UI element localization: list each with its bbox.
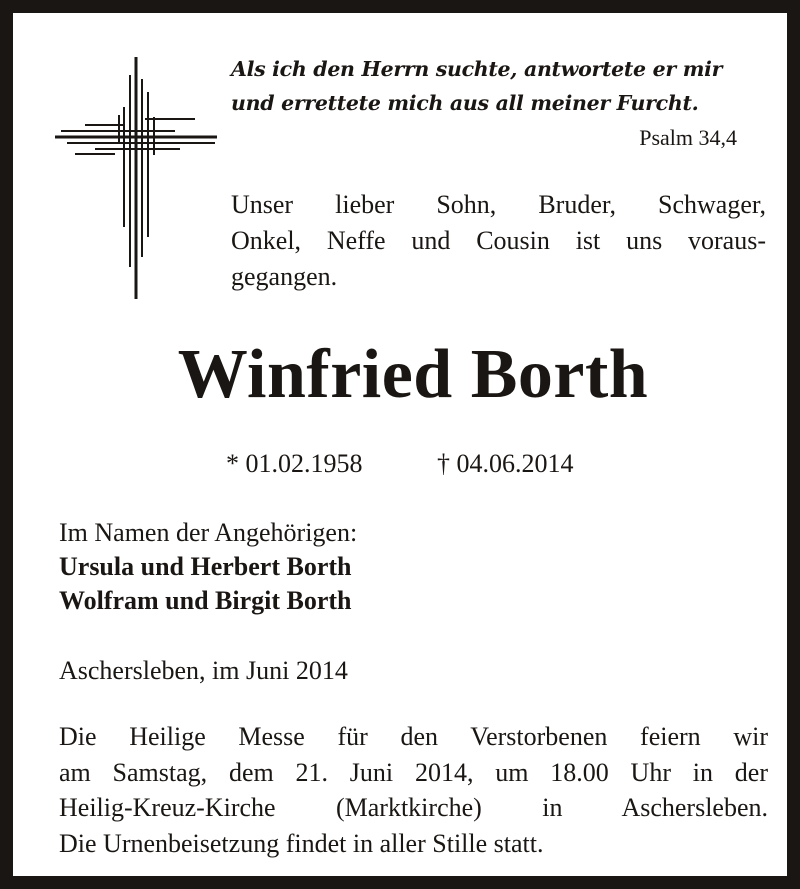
service-line-3: Heilig-Kreuz-Kirche (Marktkirche) in Aschersleben. xyxy=(59,793,768,822)
service-line-1: Die Heilige Messe für den Verstorbenen feiern wir xyxy=(59,722,768,751)
service-line-4: Die Urnenbeisetzung findet in aller Stille statt. xyxy=(59,829,544,858)
bible-quote-line-2: und errettete mich aus all meiner Furcht. xyxy=(231,91,699,115)
service-line-2: am Samstag, dem 21. Juni 2014, um 18.00 Uhr in der xyxy=(59,758,768,787)
deceased-name: Winfried Borth xyxy=(177,336,649,413)
birth-date: * 01.02.1958 xyxy=(226,449,363,478)
cross-icon xyxy=(55,57,217,299)
intro-line-3: gegangen. xyxy=(231,262,338,291)
death-date: † 04.06.2014 xyxy=(437,449,574,478)
place-date: Aschersleben, im Juni 2014 xyxy=(59,656,348,685)
intro-line-2: Onkel, Neffe und Cousin ist uns voraus- xyxy=(231,226,766,255)
mourner-line-1: Ursula und Herbert Borth xyxy=(59,552,352,581)
bible-quote-line-1: Als ich den Herrn suchte, antwortete er mir xyxy=(231,57,723,81)
bible-quote-source: Psalm 34,4 xyxy=(639,125,737,150)
mourners-intro: Im Namen der Angehörigen: xyxy=(59,518,358,547)
intro-line-1: Unser lieber Sohn, Bruder, Schwager, xyxy=(231,190,766,219)
mourner-line-2: Wolfram und Birgit Borth xyxy=(59,586,352,615)
